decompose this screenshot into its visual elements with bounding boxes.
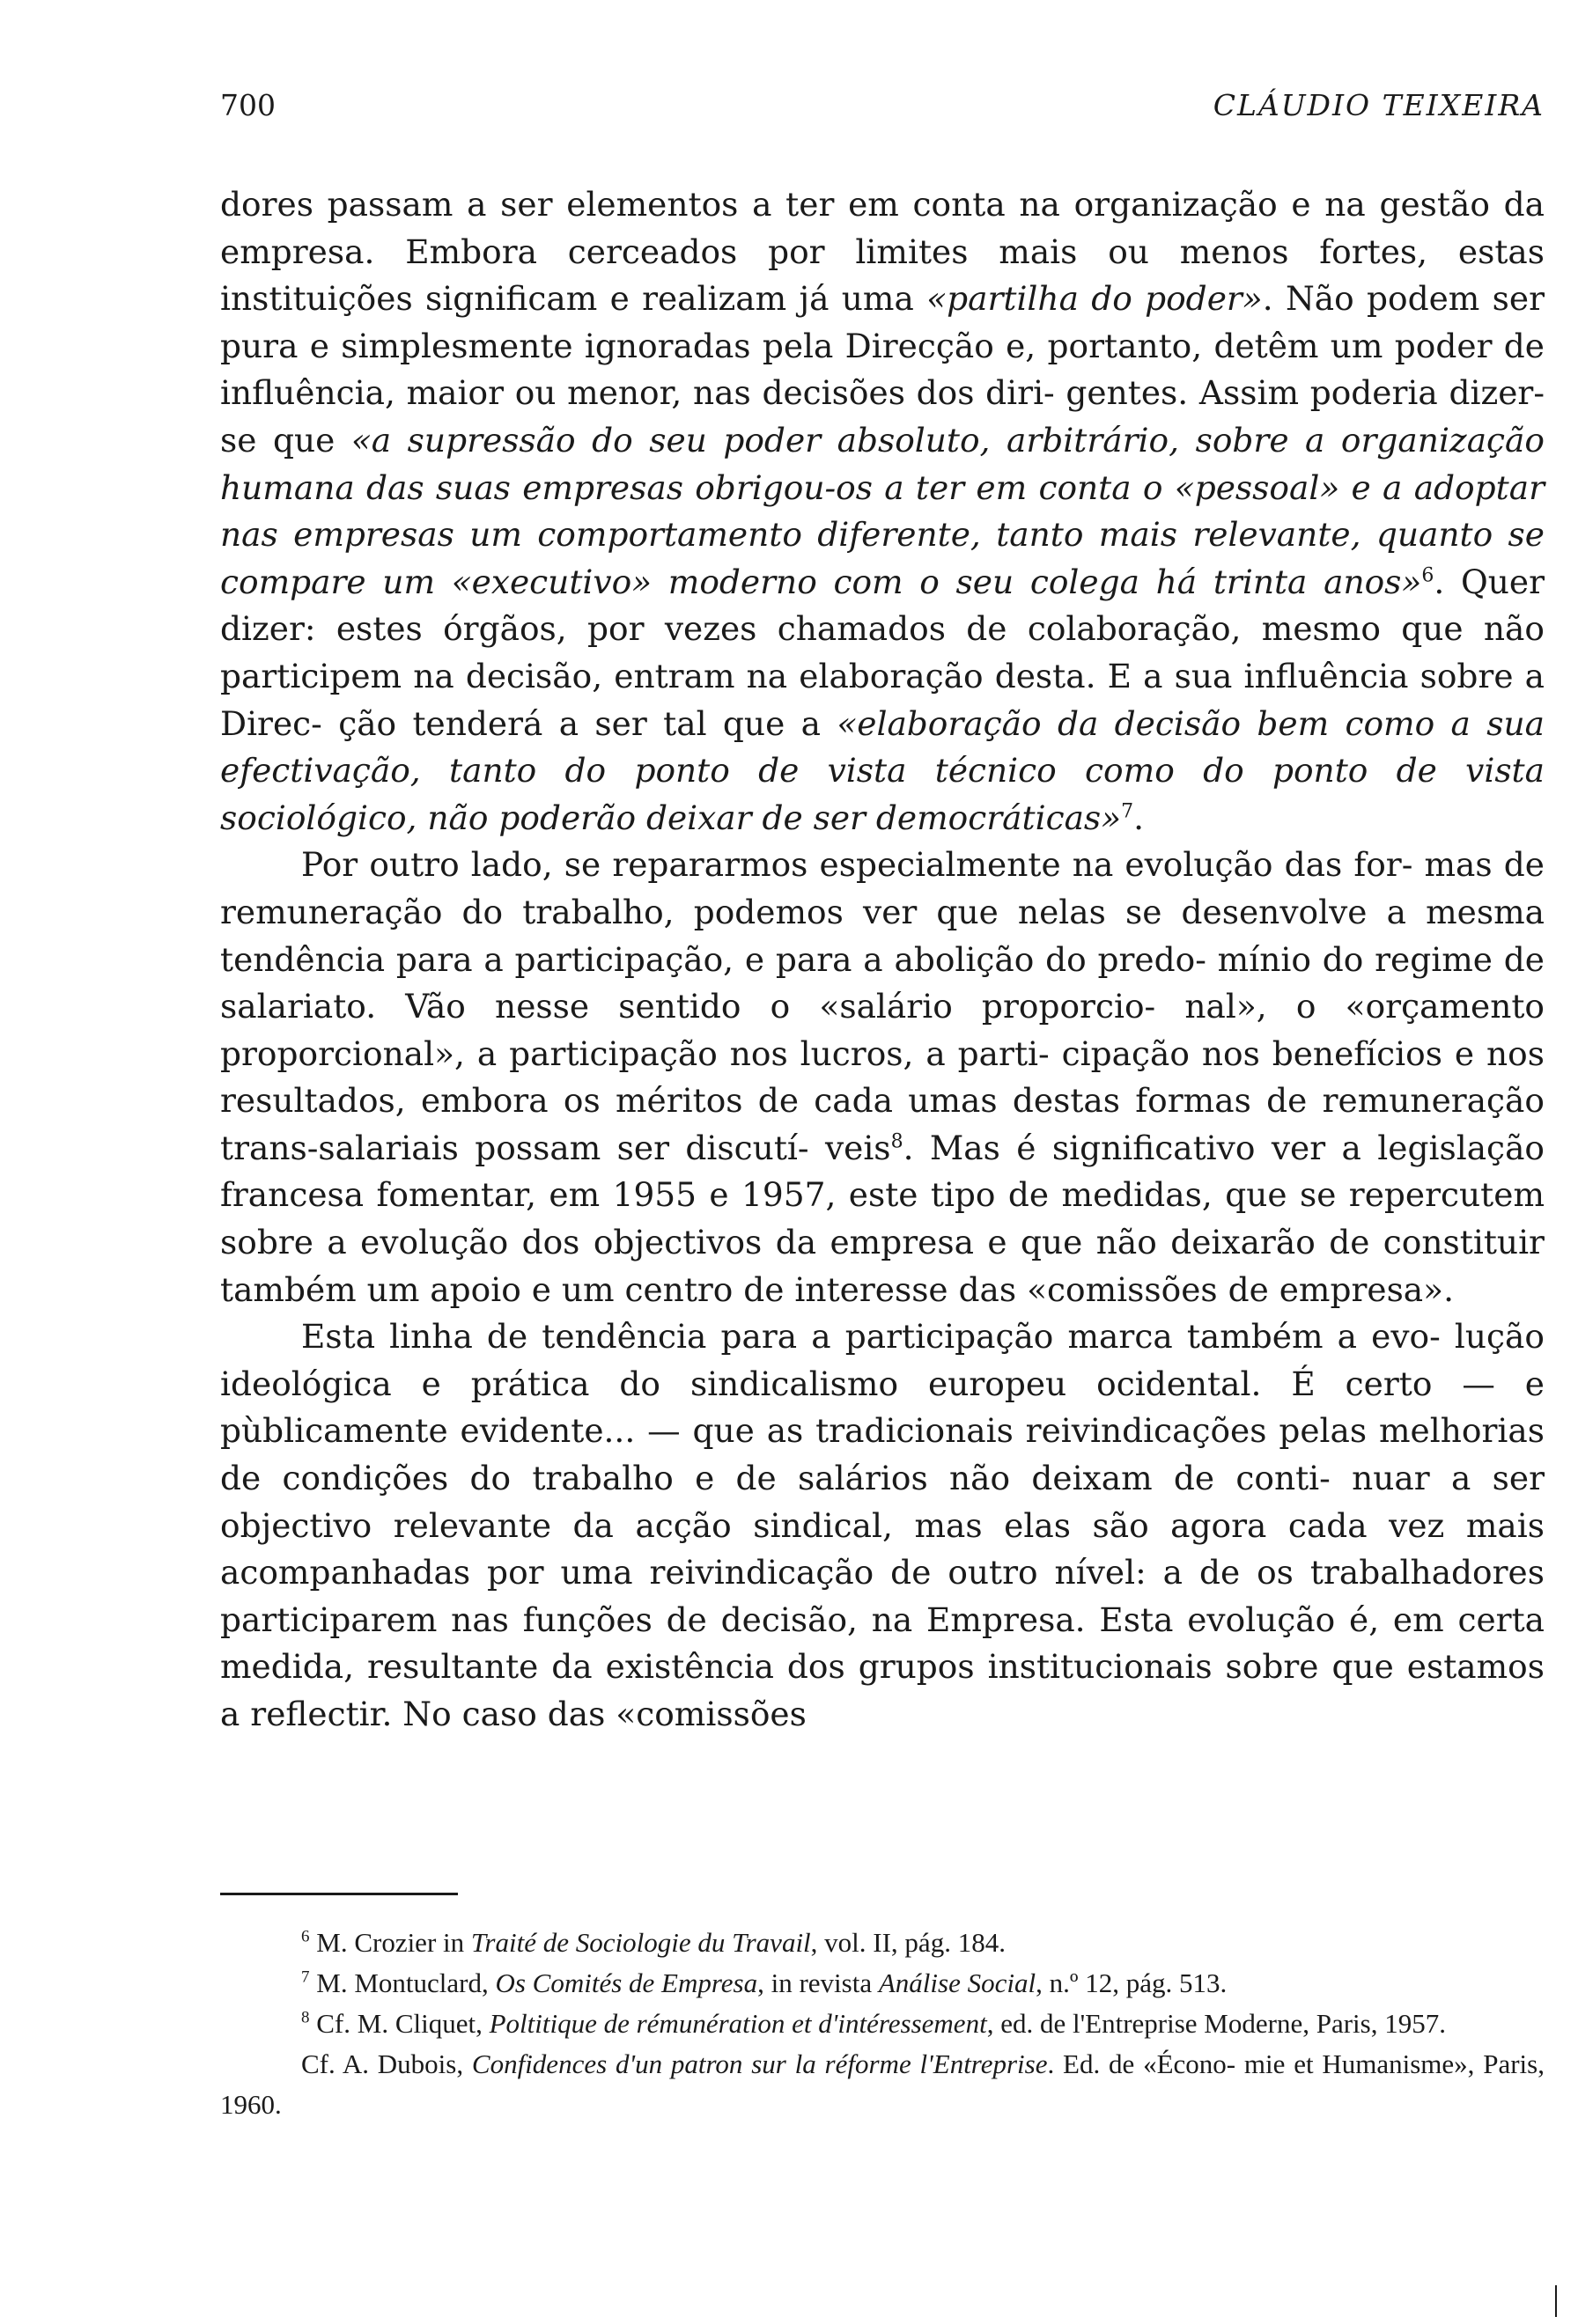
paragraph-2 (220, 842, 1545, 1313)
text-run: , vol. II, pág. 184. (810, 1927, 1006, 1958)
footnote-ref-6[interactable]: 6 (1421, 564, 1434, 587)
italic-quote: «elaboração da decisão bem como a sua efectivação, tanto do ponto de vista técnico como do ponto de vista sociológico, não poderão deixar de ser democráticas» (220, 703, 1545, 837)
text-run: Cf. M. Cliquet, (309, 2008, 490, 2039)
text-run: Por outro lado, se repararmos especialmente na evolução das for‑ mas de remuneração do trabalho, podemos ver que nelas se desenvolve a mesma tendência para a participação, e para a abolição do predo‑ mínio do regime de salariato. Vão nesse sentido o «salário proporcio‑ nal», o «orçamento proporcional», a participação nos lucros, a parti‑ cipação nos benefícios e nos resultados, embora os méritos de cada umas destas formas de remuneração trans-salariais possam ser discutí‑ veis (220, 845, 1545, 1167)
footnote-number: 6 (301, 1927, 310, 1946)
footnote-8-continued (220, 2044, 1545, 2125)
footnote-ref-7[interactable]: 7 (1121, 800, 1134, 823)
text-run: . Não podem ser pura e simplesmente ignoradas pela Direcção e, portanto, detêm um poder de influência, maior ou menor, nas decisões dos diri‑ gentes. Assim poderia dizer-se que (220, 279, 1545, 460)
text-run: . (1133, 798, 1145, 837)
text-run: M. Crozier in (309, 1927, 471, 1958)
text-run: Esta linha de tendência para a participação marca também a evo‑ lução ideológica e prática do sindicalismo europeu ocidental. É certo — e pùblicamente evidente... — que as tradicionais reivindicações pelas melhorias de condições do trabalho e de salários não deixam de conti‑ nuar a ser objectivo relevante da acção sindical, mas elas são agora cada vez mais acompanhadas por uma reivindicação de outro nível: a de os trabalhadores participarem nas funções de decisão, na Empresa. Esta evolução é, em certa medida, resultante da existência dos grupos institucionais sobre que estamos a reflectir. No caso das «comissões (220, 1317, 1545, 1733)
running-head: CLÁUDIO TEIXEIRA (1213, 88, 1545, 122)
footnotes (220, 1923, 1545, 2125)
footnote-6 (220, 1923, 1545, 1963)
text-run: , in revista (757, 1967, 879, 1998)
footnote-8 (220, 2004, 1545, 2044)
paragraph-3 (220, 1313, 1545, 1738)
paragraph-1 (220, 181, 1545, 842)
italic-run: Traité de Sociologie du Travail (470, 1927, 811, 1958)
footnote-separator (220, 1893, 458, 1895)
italic-run: Poltitique de rémunération et d'intéressement (489, 2008, 987, 2039)
italic-run: Confidences d'un patron sur la réforme l'Entreprise (471, 2048, 1048, 2079)
page-number: 700 (220, 88, 276, 122)
footnote-number: 7 (301, 1967, 310, 1987)
text-run: . Mas é significativo ver a legislação francesa fomentar, em 1955 e 1957, este tipo de medidas, que se repercutem sobre a evolução dos objectivos da empresa e que não deixarão de constituir também um apoio e um centro de interesse das «comissões de empresa». (220, 1128, 1545, 1309)
footnote-ref-8[interactable]: 8 (890, 1130, 903, 1153)
text-run: Cf. A. Dubois, (301, 2048, 472, 2079)
italic-run: Análise Social (878, 1967, 1036, 1998)
italic-run: «partilha do poder» (926, 279, 1263, 319)
text-run: . Ed. de «Écono‑ mie et Humanisme», Paris, 1960. (220, 2048, 1545, 2120)
text-run: , ed. de l'Entreprise Moderne, Paris, 1957. (986, 2008, 1446, 2039)
text-run: dores passam a ser elementos a ter em conta na organização e na gestão da empresa. Embora cerceados por limites mais ou menos fortes, estas instituições significam e realizam já uma (220, 185, 1545, 319)
italic-quote: «a supressão do seu poder absoluto, arbitrário, sobre a organização humana das suas empresas obrigou-os a ter em conta o «pessoal» e a adoptar nas empresas um comportamento diferente, tanto mais relevante, quanto se compare um «executivo» moderno com o seu colega há trinta anos» (220, 420, 1545, 601)
text-run: , n.º 12, pág. 513. (1036, 1967, 1228, 1998)
footnote-number: 8 (301, 2008, 310, 2027)
body-text (220, 181, 1545, 1739)
text-run: . Quer dizer: estes órgãos, por vezes chamados de colaboração, mesmo que não participem na decisão, entram na elaboração desta. E a sua influência sobre a Direc‑ ção tenderá a ser tal que a (220, 562, 1545, 743)
italic-run: Os Comités de Empresa (495, 1967, 758, 1998)
footnote-7 (220, 1963, 1545, 2004)
scan-edge-mark (1555, 2285, 1557, 2317)
page-header (220, 88, 1545, 132)
text-run: M. Montuclard, (309, 1967, 496, 1998)
